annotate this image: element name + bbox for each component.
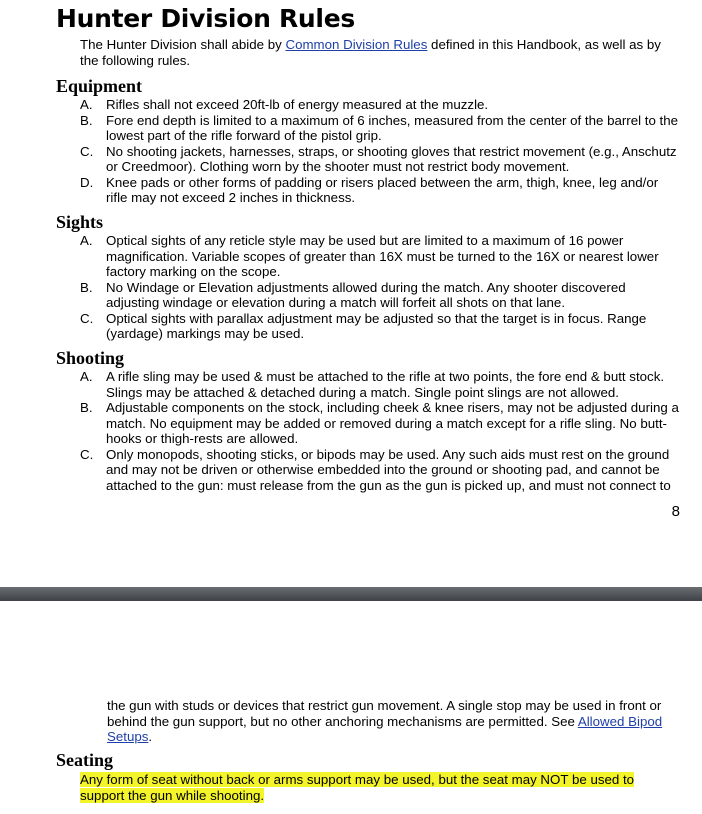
list-item-text: Optical sights with parallax adjustment may be adjusted so that the target is in focus. Range (yardage) markings may be used. bbox=[106, 310, 647, 341]
intro-text-before: The Hunter Division shall abide by bbox=[80, 37, 286, 52]
list-item bbox=[80, 280, 680, 311]
seating-heading: Seating bbox=[56, 750, 114, 770]
list-item bbox=[80, 311, 680, 342]
list-item-text: Knee pads or other forms of padding or risers placed between the arm, thigh, knee, leg and/or rifle may not exceed 2 inches in thickness. bbox=[106, 174, 659, 205]
list-marker: C. bbox=[80, 446, 94, 462]
page-title: Hunter Division Rules bbox=[56, 4, 355, 33]
list-item bbox=[80, 97, 680, 113]
list-marker: B. bbox=[80, 400, 93, 415]
intro-paragraph bbox=[80, 37, 680, 68]
shooting-list bbox=[80, 369, 680, 493]
list-marker: B. bbox=[80, 279, 93, 295]
list-item-text: Only monopods, shooting sticks, or bipods may be used. Any such aids must rest on the ground and may not be driven or otherwise embedded into the ground or shooting pad, and cannot be attached to the gun: must release from the gun as the gun is picked up, and must not connect to bbox=[106, 446, 671, 493]
continuation-paragraph bbox=[107, 698, 677, 745]
highlighted-text: Any form of seat without back or arms support may be used, but the seat may NOT be used to support the gun while shooting. bbox=[80, 772, 635, 803]
list-item bbox=[80, 144, 680, 175]
allowed-bipod-setups-link[interactable]: Allowed Bipod Setups bbox=[107, 713, 663, 744]
list-marker: C. bbox=[80, 143, 94, 159]
list-item bbox=[80, 447, 680, 494]
sights-list bbox=[80, 233, 680, 342]
list-marker: A. bbox=[80, 369, 93, 384]
equipment-heading: Equipment bbox=[56, 76, 143, 96]
list-marker: C. bbox=[80, 310, 94, 326]
page-divider bbox=[0, 587, 702, 601]
list-item-text: Fore end depth is limited to a maximum of 6 inches, measured from the center of the barrel to the lowest part of the rifle forward of the pistol grip. bbox=[106, 112, 679, 143]
continuation-text: the gun with studs or devices that restrict gun movement. A single stop may be used in front or behind the gun support, but no other anchoring mechanisms are permitted. See bbox=[107, 698, 662, 729]
list-marker: B. bbox=[80, 112, 93, 128]
list-item-text: Rifles shall not exceed 20ft-lb of energy measured at the muzzle. bbox=[106, 97, 489, 112]
equipment-list bbox=[80, 97, 680, 206]
seating-paragraph bbox=[80, 772, 670, 804]
list-item bbox=[80, 175, 680, 206]
list-item bbox=[80, 369, 680, 400]
list-item bbox=[80, 233, 680, 280]
list-marker: D. bbox=[80, 174, 94, 190]
list-marker: A. bbox=[80, 97, 93, 112]
list-item-text: A rifle sling may be used & must be attached to the rifle at two points, the fore end & butt stock. Slings may be attached & detached during a match. Single point slings are not allowed. bbox=[106, 369, 665, 400]
list-item-text: No shooting jackets, harnesses, straps, or shooting gloves that restrict movement (e.g., Anschutz or Creedmoor). Clothing worn by the shooter must not restrict body movement. bbox=[106, 143, 677, 174]
shooting-heading: Shooting bbox=[56, 348, 125, 368]
list-item-text: No Windage or Elevation adjustments allowed during the match. Any shooter discovered adjusting windage or elevation during a match will forfeit all shots on that lane. bbox=[106, 279, 626, 310]
list-item-text: Adjustable components on the stock, including cheek & knee risers, may not be adjusted during a match. No equipment may be added or removed during a match except for a rifle sling. No butt-hooks or thigh-rests are allowed. bbox=[106, 400, 679, 446]
page-number: 8 bbox=[671, 503, 680, 520]
common-division-rules-link[interactable]: Common Division Rules bbox=[285, 37, 428, 52]
list-item-text: Optical sights of any reticle style may be used but are limited to a maximum of 16 power magnification. Variable scopes of greater than 16X must be turned to the 16X or nearest lower factory marking on the scope. bbox=[106, 233, 659, 279]
list-item bbox=[80, 400, 680, 447]
list-item bbox=[80, 113, 680, 144]
intro-text-after: defined in this Handbook, as well as by the following rules. bbox=[80, 37, 661, 68]
sights-heading: Sights bbox=[56, 212, 104, 232]
list-marker: A. bbox=[80, 233, 93, 248]
continuation-period: . bbox=[148, 729, 153, 744]
page-9 bbox=[0, 601, 702, 814]
